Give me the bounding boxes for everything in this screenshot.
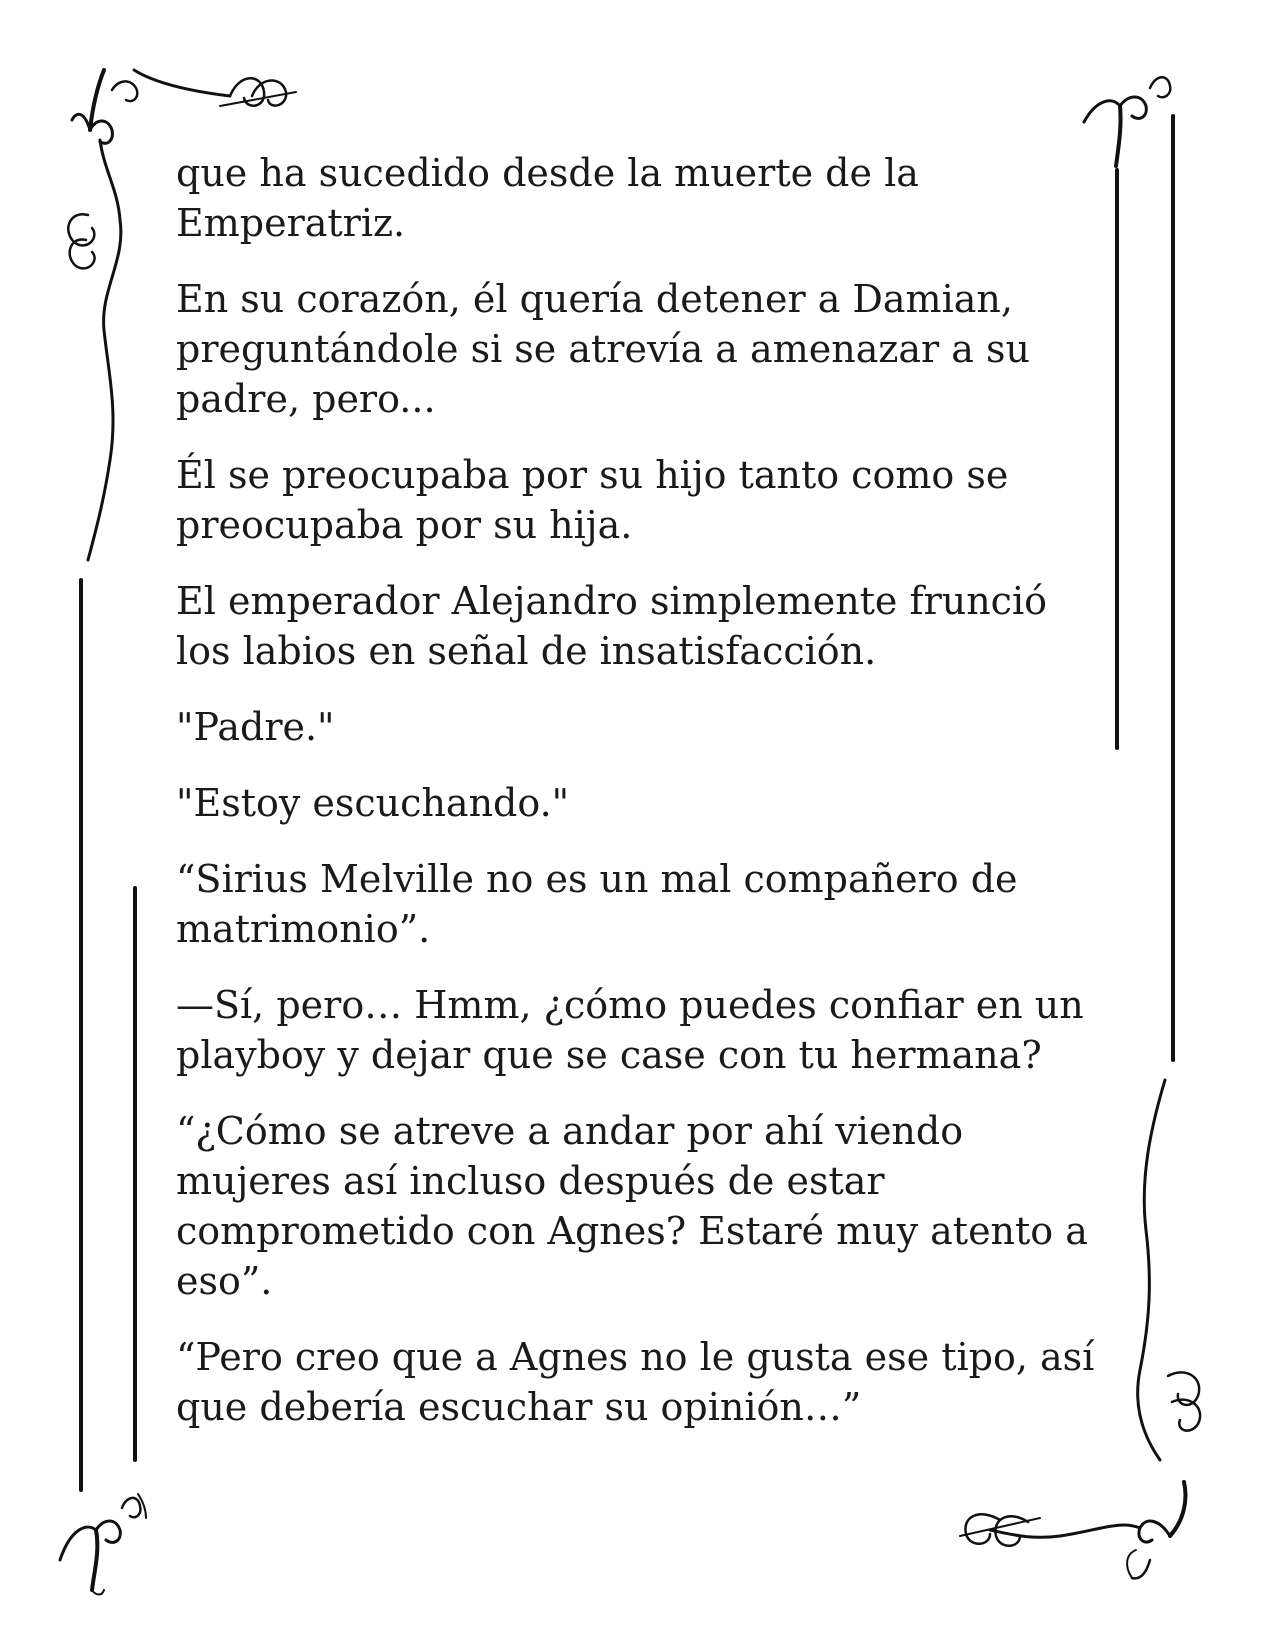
paragraph: Él se preocupaba por su hijo tanto como se preocupaba por su hija. [176,453,1009,547]
paragraph: "Padre." [176,705,335,749]
paragraph: “Pero creo que a Agnes no le gusta ese tipo, así que debería escuchar su opinión…” [176,1335,1095,1429]
paragraph: “¿Cómo se atreve a andar por ahí viendo mujeres así incluso después de estar comprometido con Agnes? Estaré muy atento a eso”. [176,1109,1088,1303]
paragraph: El emperador Alejandro simplemente frunció los labios en señal de insatisfacción. [176,579,1047,673]
paragraph: “Sirius Melville no es un mal compañero de matrimonio”. [176,857,1018,951]
paragraph: "Estoy escuchando." [176,781,570,825]
paragraph: En su corazón, él quería detener a Damian, preguntándole si se atrevía a amenazar a su padre, pero... [176,277,1030,421]
top-right-flourish-icon [1084,77,1170,166]
paragraph: —Sí, pero… Hmm, ¿cómo puedes confiar en un playboy y dejar que se case con tu hermana? [176,983,1084,1077]
paragraph: que ha sucedido desde la muerte de la Emperatriz. [176,151,919,245]
bottom-left-flourish-icon [60,1494,146,1595]
body-text [176,148,1096,1458]
